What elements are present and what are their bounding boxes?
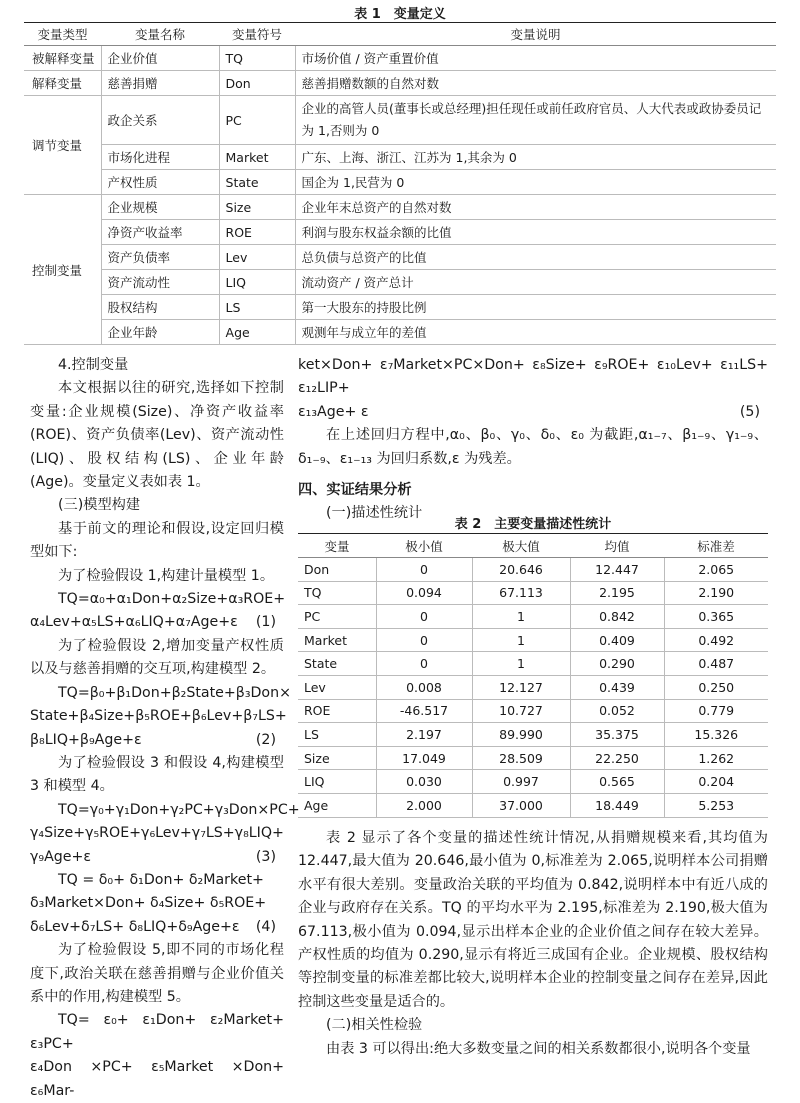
table-cell: 0.204 — [664, 770, 768, 794]
table-row — [298, 723, 768, 747]
header-cell: 极大值 — [472, 534, 570, 558]
table-cell: 0 — [376, 558, 472, 582]
table-cell: 2.195 — [570, 581, 664, 605]
table-cell: 17.049 — [376, 746, 472, 770]
table-cell: State — [298, 652, 376, 676]
variable-description: 国企为 1,民营为 0 — [295, 170, 776, 195]
variable-symbol: Size — [219, 195, 295, 220]
table-row — [24, 46, 776, 71]
paragraph: 为了检验假设 2,增加变量产权性质以及与慈善捐赠的交互项,构建模型 2。 — [30, 637, 284, 678]
table-cell: 2.197 — [376, 723, 472, 747]
equation-line: TQ= ε₀+ ε₁Don+ ε₂Market+ ε₃PC+ — [30, 1012, 284, 1052]
table-cell: Size — [298, 746, 376, 770]
variable-name: 企业价值 — [101, 46, 219, 71]
table-row — [24, 220, 776, 245]
table-cell: -46.517 — [376, 699, 472, 723]
table-cell: Don — [298, 558, 376, 582]
variable-symbol: ROE — [219, 220, 295, 245]
variable-symbol: Don — [219, 71, 295, 96]
table-header-row — [24, 23, 776, 46]
table-cell: 89.990 — [472, 723, 570, 747]
variable-type: 被解释变量 — [24, 46, 101, 71]
table-row — [298, 793, 768, 817]
table-row — [298, 605, 768, 629]
equation-line: TQ=β₀+β₁Don+β₂State+β₃Don× — [58, 684, 291, 701]
table-cell: 0.842 — [570, 605, 664, 629]
table-row — [24, 170, 776, 195]
table-cell: 2.000 — [376, 793, 472, 817]
table-cell: 0.008 — [376, 675, 472, 699]
table-cell: 1 — [472, 628, 570, 652]
paragraph: 基于前文的理论和假设,设定回归模型如下: — [30, 520, 284, 561]
table-cell: 0.492 — [664, 628, 768, 652]
table-row — [24, 270, 776, 295]
paragraph: 本文根据以往的研究,选择如下控制变量:企业规模(Size)、净资产收益率(ROE)、资产负债率(Lev)、资产流动性(LIQ)、股权结构(LS)、企业年龄(Age)。变量定义表如表 1。 — [30, 380, 284, 491]
descriptive-statistics-table — [298, 533, 768, 818]
paragraph: 为了检验假设 5,即不同的市场化程度下,政治关联在慈善捐赠与企业价值关系中的作用,构建模型 5。 — [30, 942, 284, 1005]
equation-5 — [298, 401, 768, 424]
table-cell: 0 — [376, 652, 472, 676]
table-cell: ROE — [298, 699, 376, 723]
table-cell: 37.000 — [472, 793, 570, 817]
equation-line: ket×Don+ ε₇Market×PC×Don+ ε₈Size+ ε₉ROE+ ε₁₀Lev+ ε₁₁LS+ ε₁₂LIP+ — [298, 357, 768, 397]
variable-name: 资产流动性 — [101, 270, 219, 295]
table-cell: 12.127 — [472, 675, 570, 699]
table-row — [298, 652, 768, 676]
subsection-heading: (二)相关性检验 — [326, 1017, 423, 1034]
equation-line: δ₆Lev+δ₇LS+ δ₈LIQ+δ₉Age+ε — [30, 918, 240, 935]
variable-name: 净资产收益率 — [101, 220, 219, 245]
table-cell: Lev — [298, 675, 376, 699]
variable-description: 企业的高管人员(董事长或总经理)担任现任或前任政府官员、人大代表或政协委员记为 1,否则为 0 — [295, 96, 776, 145]
table-cell: 35.375 — [570, 723, 664, 747]
table-row — [24, 71, 776, 96]
variable-description: 流动资产 / 资产总计 — [295, 270, 776, 295]
table-cell: 1 — [472, 652, 570, 676]
equation-line: δ₃Market×Don+ δ₄Size+ δ₅ROE+ — [30, 895, 267, 912]
header-cell: 变量符号 — [219, 23, 295, 46]
analysis-text-block — [298, 827, 768, 1061]
variable-name: 市场化进程 — [101, 145, 219, 170]
table-cell: TQ — [298, 581, 376, 605]
table-cell: 5.253 — [664, 793, 768, 817]
header-cell: 变量类型 — [24, 23, 101, 46]
header-cell: 变量说明 — [295, 23, 776, 46]
section-heading: (三)模型构建 — [58, 497, 141, 514]
variable-description: 总负债与总资产的比值 — [295, 245, 776, 270]
table-cell: 0.290 — [570, 652, 664, 676]
table-row — [298, 746, 768, 770]
table-cell: 0.052 — [570, 699, 664, 723]
variable-definition-table — [24, 22, 776, 345]
table-cell: 18.449 — [570, 793, 664, 817]
variable-name: 资产负债率 — [101, 245, 219, 270]
table-cell: 0.094 — [376, 581, 472, 605]
equation-line: ε₄Don ×PC+ ε₅Market ×Don+ ε₆Mar- — [30, 1059, 284, 1099]
table-cell: PC — [298, 605, 376, 629]
equation-line: TQ = δ₀+ δ₁Don+ δ₂Market+ — [58, 871, 264, 888]
table-row — [298, 699, 768, 723]
equation-number: (2) — [255, 731, 276, 748]
equation-line: State+β₄Size+β₅ROE+β₆Lev+β₇LS+ — [30, 708, 287, 725]
table-cell: 0.365 — [664, 605, 768, 629]
table-row — [298, 581, 768, 605]
variable-symbol: PC — [219, 96, 295, 145]
table-cell: 15.326 — [664, 723, 768, 747]
paragraph: 由表 3 可以得出:绝大多数变量之间的相关系数都很小,说明各个变量 — [326, 1040, 751, 1057]
variable-name: 产权性质 — [101, 170, 219, 195]
table-row — [24, 320, 776, 345]
variable-symbol: TQ — [219, 46, 295, 71]
section-heading: 四、实证结果分析 — [298, 482, 412, 499]
variable-symbol: State — [219, 170, 295, 195]
table-cell: 12.447 — [570, 558, 664, 582]
variable-description: 市场价值 / 资产重置价值 — [295, 46, 776, 71]
table-cell: LS — [298, 723, 376, 747]
table-cell: LIQ — [298, 770, 376, 794]
table2-caption: 表 2 主要变量描述性统计 — [454, 517, 612, 532]
table-row — [24, 145, 776, 170]
table-cell: 0.030 — [376, 770, 472, 794]
variable-symbol: Age — [219, 320, 295, 345]
table-row — [24, 195, 776, 220]
header-cell: 标准差 — [664, 534, 768, 558]
table-row — [298, 675, 768, 699]
table-cell: 0 — [376, 628, 472, 652]
table1-caption: 表 1 变量定义 — [354, 7, 446, 22]
table-cell: 0 — [376, 605, 472, 629]
variable-name: 企业规模 — [101, 195, 219, 220]
variable-description: 广东、上海、浙江、江苏为 1,其余为 0 — [295, 145, 776, 170]
equation-number: (1) — [255, 614, 276, 631]
equation-number: (3) — [255, 848, 276, 865]
table-row — [298, 628, 768, 652]
table-cell: 0.565 — [570, 770, 664, 794]
table-cell: 10.727 — [472, 699, 570, 723]
table-cell: 0.409 — [570, 628, 664, 652]
table-cell: 1 — [472, 605, 570, 629]
variable-description: 第一大股东的持股比例 — [295, 295, 776, 320]
table-row — [24, 295, 776, 320]
variable-description: 慈善捐赠数额的自然对数 — [295, 71, 776, 96]
table-cell: 0.997 — [472, 770, 570, 794]
table-cell: 0.439 — [570, 675, 664, 699]
table-cell: Age — [298, 793, 376, 817]
variable-type: 控制变量 — [24, 195, 101, 345]
header-cell: 变量名称 — [101, 23, 219, 46]
paragraph: 为了检验假设 1,构建计量模型 1。 — [58, 567, 275, 584]
variable-symbol: Lev — [219, 245, 295, 270]
table-cell: 1.262 — [664, 746, 768, 770]
left-text-column — [30, 354, 300, 1103]
table-row — [298, 558, 768, 582]
equation-line: ε₁₃Age+ ε — [298, 403, 369, 420]
paragraph: 在上述回归方程中,α₀、β₀、γ₀、δ₀、ε₀ 为截距,α₁₋₇、β₁₋₉、γ₁₋₉、δ₁₋₉、ε₁₋₁₃ 为回归系数,ε 为残差。 — [298, 427, 768, 467]
table-row — [24, 245, 776, 270]
table-cell: 0.779 — [664, 699, 768, 723]
variable-name: 股权结构 — [101, 295, 219, 320]
variable-symbol: LIQ — [219, 270, 295, 295]
header-cell: 均值 — [570, 534, 664, 558]
table-cell: 0.250 — [664, 675, 768, 699]
table-row — [298, 770, 768, 794]
header-cell: 变量 — [298, 534, 376, 558]
table-cell: 20.646 — [472, 558, 570, 582]
subsection-heading: (一)描述性统计 — [326, 505, 423, 522]
table-cell: 28.509 — [472, 746, 570, 770]
paragraph: 为了检验假设 3 和假设 4,构建模型 3 和模型 4。 — [30, 754, 284, 795]
equation-4 — [30, 916, 284, 939]
equation-line: γ₉Age+ε — [30, 848, 92, 865]
table-cell: 22.250 — [570, 746, 664, 770]
variable-type: 解释变量 — [24, 71, 101, 96]
table-header-row — [298, 534, 768, 558]
variable-name: 慈善捐赠 — [101, 71, 219, 96]
table-cell: 67.113 — [472, 581, 570, 605]
variable-description: 企业年末总资产的自然对数 — [295, 195, 776, 220]
equation-line: TQ=γ₀+γ₁Don+γ₂PC+γ₃Don×PC+ — [58, 801, 300, 818]
variable-type: 调节变量 — [24, 96, 101, 195]
variable-name: 企业年龄 — [101, 320, 219, 345]
header-cell: 极小值 — [376, 534, 472, 558]
variable-description: 观测年与成立年的差值 — [295, 320, 776, 345]
equation-number: (4) — [255, 918, 276, 935]
right-text-column — [298, 354, 768, 526]
equation-line: β₈LIQ+β₉Age+ε — [30, 731, 142, 748]
table-cell: 0.487 — [664, 652, 768, 676]
variable-symbol: Market — [219, 145, 295, 170]
variable-description: 利润与股东权益余额的比值 — [295, 220, 776, 245]
variable-symbol: LS — [219, 295, 295, 320]
equation-line: γ₄Size+γ₅ROE+γ₆Lev+γ₇LS+γ₈LIQ+ — [30, 825, 284, 842]
equation-1 — [30, 611, 284, 634]
section-heading: 4.控制变量 — [58, 357, 129, 373]
variable-name: 政企关系 — [101, 96, 219, 145]
paragraph: 表 2 显示了各个变量的描述性统计情况,从捐赠规模来看,其均值为 12.447,最大值为 20.646,最小值为 0,标准差为 2.065,说明样本公司捐赠水平有很大差别。变量政治关联的平均值为 0.842,说明样本中有近八成的企业与政府存在关系。TQ 的平均水平为 2.195,标准差为 2.190,极大值为 67.113,极小值为 0.094,显示出样本企业的企业价值之间存在较大差异。产权性质的均值为 0.290,显示有将近三成国有企业。企业规模、股权结构等控制变量的标准差都比较大,说明样本企业的控制变量之间存在差异,因此控制这些变量是适合的。 — [298, 830, 768, 1010]
table-row — [24, 96, 776, 145]
equation-2 — [30, 729, 284, 752]
table-cell: 2.190 — [664, 581, 768, 605]
table-cell: 2.065 — [664, 558, 768, 582]
equation-3 — [30, 846, 284, 869]
equation-number: (5) — [739, 403, 760, 420]
table-cell: Market — [298, 628, 376, 652]
equation-line: TQ=α₀+α₁Don+α₂Size+α₃ROE+ — [58, 591, 286, 608]
equation-line: α₄Lev+α₅LS+α₆LIQ+α₇Age+ε — [30, 614, 238, 631]
